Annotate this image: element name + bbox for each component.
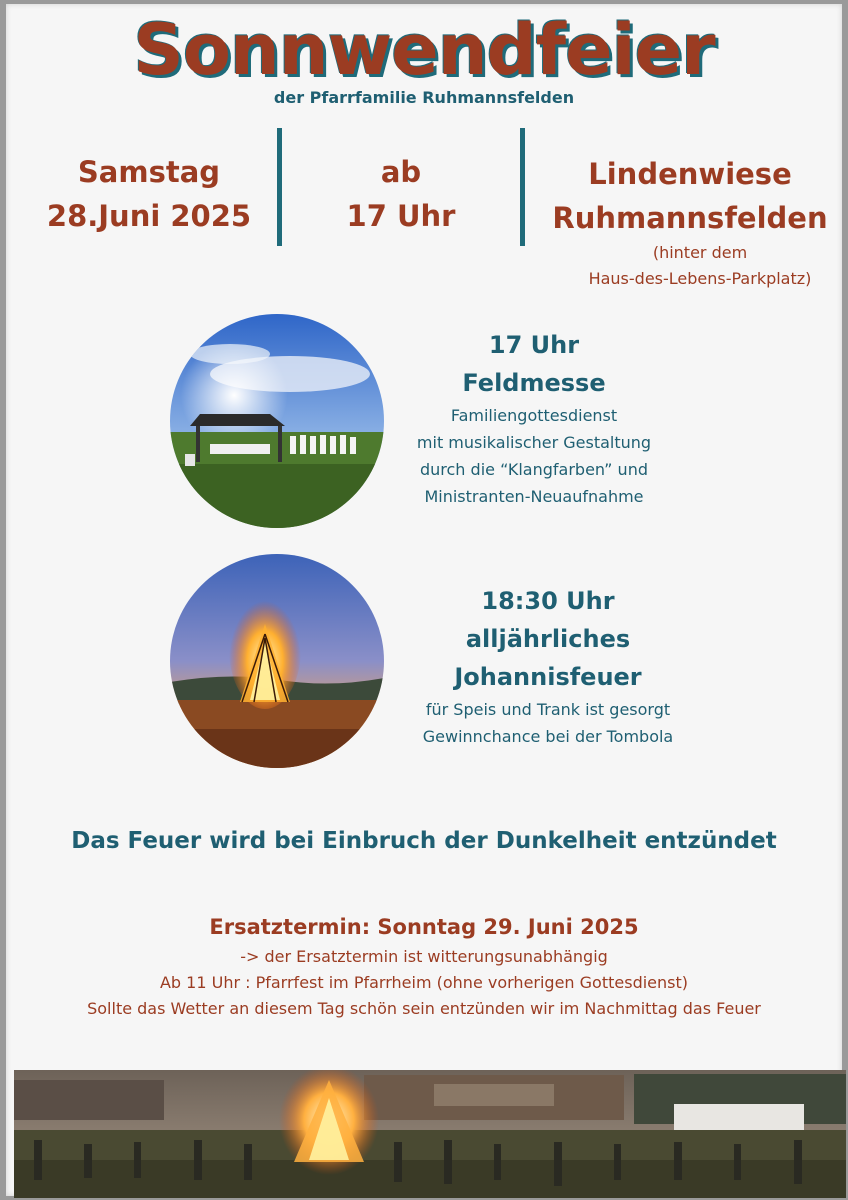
divider [520, 128, 525, 246]
place-note-line2: Haus-des-Lebens-Parkplatz) [588, 269, 812, 288]
alternate-title: Ersatztermin: Sonntag 29. Juni 2025 [209, 915, 639, 939]
event2-name-line2: Johannisfeuer [454, 663, 642, 691]
darkness-notice: Das Feuer wird bei Einbruch der Dunkelheit entzündet [71, 828, 777, 854]
event-bonfire [386, 582, 710, 750]
event2-line: für Speis und Trank ist gesorgt [425, 700, 671, 719]
event1-line: Familiengottesdienst [450, 406, 618, 425]
event1-line: durch die “Klangfarben” und [419, 460, 648, 479]
alternate-date-block [6, 910, 842, 1022]
place-note [540, 240, 848, 292]
alternate-line: -> der Ersatztermin ist witterungsunabhängig [240, 947, 608, 966]
time-block [298, 150, 504, 238]
poster-sheet [6, 4, 842, 1196]
divider [277, 128, 282, 246]
crowd-bonfire-photo [14, 1070, 846, 1198]
event1-line: Ministranten-Neuaufnahme [424, 487, 644, 506]
place-line1: Lindenwiese [588, 157, 792, 191]
event1-name: Feldmesse [462, 369, 606, 397]
date-block [36, 150, 262, 238]
time-prefix: ab [380, 155, 422, 189]
date-full: 28.Juni 2025 [46, 199, 252, 233]
place-line2: Ruhmannsfelden [552, 201, 828, 235]
field-mass-photo [170, 314, 384, 528]
place-block [540, 152, 840, 240]
poster-subtitle: der Pfarrfamilie Ruhmannsfelden [273, 88, 575, 107]
event-field-mass [386, 326, 682, 510]
poster-title: Sonnwendfeier [133, 9, 715, 91]
event2-time: 18:30 Uhr [481, 587, 615, 615]
event2-line: Gewinnchance bei der Tombola [422, 727, 674, 746]
alternate-line: Ab 11 Uhr : Pfarrfest im Pfarrheim (ohne vorherigen Gottesdienst) [159, 973, 689, 992]
date-day: Samstag [77, 155, 221, 189]
event2-name-line1: alljährliches [465, 625, 631, 653]
event1-line: mit musikalischer Gestaltung [416, 433, 652, 452]
event1-time: 17 Uhr [488, 331, 580, 359]
alternate-line: Sollte das Wetter an diesem Tag schön sein entzünden wir im Nachmittag das Feuer [87, 999, 761, 1018]
time-value: 17 Uhr [346, 199, 456, 233]
place-note-line1: (hinter dem [652, 243, 748, 262]
bonfire-photo [170, 554, 384, 768]
